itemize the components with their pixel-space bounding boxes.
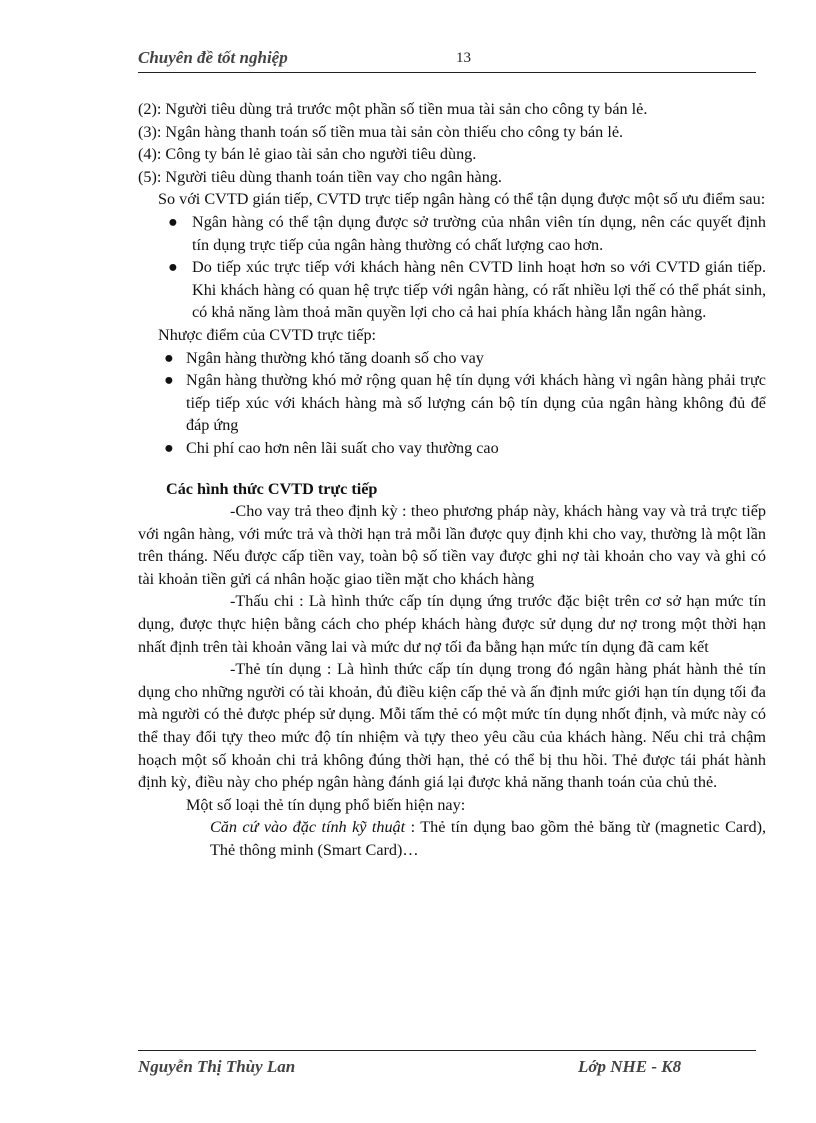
bullet-icon: ● [164, 438, 174, 457]
form-installment: -Cho vay trả theo định kỳ : theo phương pháp này, khách hàng vay và trả trực tiếp với ngân hàng, với mức trả và thời hạn trả mỗi lần được quy định khi cho vay, thường là một lần trên tháng. Nếu được cấp tiền vay, toàn bộ số tiền vay được ghi nợ tài khoản cho vay và ghi có tài khoản tiền gửi cá nhân hoặc giao tiền mặt cho khách hàng [138, 502, 766, 588]
card-criteria-text: : Thẻ tín dụng bao gồm thẻ băng từ (magnetic Card), Thẻ thông minh (Smart Card)… [210, 818, 767, 859]
page-number: 13 [456, 50, 471, 66]
disadvantages-list [138, 347, 766, 460]
paragraph-step-4: (4): Công ty bán lẻ giao tài sản cho người tiêu dùng. [138, 145, 477, 164]
disadvantage-text: Ngân hàng thường khó tăng doanh số cho vay [186, 348, 484, 367]
bullet-icon: ● [168, 212, 178, 231]
footer-class: Lớp NHE - K8 [578, 1057, 682, 1076]
advantages-list [138, 211, 766, 324]
disadvantages-title: Nhược điểm của CVTD trực tiếp: [158, 325, 377, 344]
list-item [138, 211, 766, 256]
disadvantage-text: Chi phí cao hơn nên lãi suất cho vay thường cao [186, 438, 499, 457]
advantage-text: Do tiếp xúc trực tiếp với khách hàng nên CVTD linh hoạt hơn so với CVTD gián tiếp. Khi khách hàng có quan hệ trực tiếp với ngân hàng, có rất nhiều lợi thế có thể phát sinh, có khả năng làm thoả mãn quyền lợi cho cả hai phía khách hàng lẫn ngân hàng. [192, 258, 766, 322]
bullet-icon: ● [164, 348, 174, 367]
card-criteria [138, 816, 766, 861]
header-rule [138, 72, 756, 73]
list-item [138, 347, 766, 370]
disadvantage-text: Ngân hàng thường khó mở rộng quan hệ tín dụng với khách hàng vì ngân hàng phải trực tiếp tiếp xúc với khách hàng mà số lượng cán bộ tín dụng của ngân hàng không đủ để đáp ứng [186, 371, 766, 435]
bullet-icon: ● [164, 371, 174, 390]
header-title: Chuyên đề tốt nghiệp [138, 48, 288, 67]
list-item [138, 369, 766, 437]
bullet-icon: ● [168, 258, 178, 277]
body-text [138, 98, 766, 862]
footer-rule [138, 1050, 756, 1051]
paragraph-step-5: (5): Người tiêu dùng thanh toán tiền vay cho ngân hàng. [138, 167, 502, 186]
paragraph-step-3: (3): Ngân hàng thanh toán số tiền mua tài sản còn thiếu cho công ty bán lẻ. [138, 122, 624, 141]
paragraph-compare: So với CVTD gián tiếp, CVTD trực tiếp ngân hàng có thể tận dụng được một số ưu điểm sau: [158, 190, 766, 209]
form-overdraft: -Thấu chi : Là hình thức cấp tín dụng ứng trước đặc biệt trên cơ sở hạn mức tín dụng, được thực hiện bằng cách cho phép khách hàng được sử dụng dư nợ trong một thời hạn nhất định trên tài khoản vãng lai và mức dư nợ tối đa bằng hạn mức tín dụng đã cam kết [138, 592, 766, 656]
list-item [138, 437, 766, 460]
advantage-text: Ngân hàng có thể tận dụng được sở trường của nhân viên tín dụng, nên các quyết định tín dụng trực tiếp của ngân hàng thường có chất lượng cao hơn. [192, 212, 766, 254]
card-types-intro: Một số loại thẻ tín dụng phổ biến hiện nay: [186, 795, 466, 814]
list-item [138, 256, 766, 324]
footer-author: Nguyễn Thị Thùy Lan [138, 1057, 296, 1076]
form-credit-card: -Thẻ tín dụng : Là hình thức cấp tín dụng trong đó ngân hàng phát hành thẻ tín dụng cho những người có tài khoản, đủ điều kiện cấp thẻ và ấn định mức giới hạn tín dụng tối đa mà người có thẻ được phép sử dụng. Mỗi tấm thẻ có một mức tín dụng nhốt định, và mức này có thể thay đổi tựy theo mức độ tín nhiệm và tựy theo yêu cầu của khách hàng. Nếu chi trả chậm hoạch một số khoản chi trả không đúng thời hạn, thẻ có thể bị thu hồi. Thẻ được tái phát hành định kỳ, điều này cho phép ngân hàng đánh giá lại được khả năng thanh toán của chủ thẻ. [138, 660, 766, 792]
card-criteria-label: Căn cứ vào đặc tính kỹ thuật [210, 818, 406, 837]
section-heading: Các hình thức CVTD trực tiếp [166, 479, 378, 498]
paragraph-step-2: (2): Người tiêu dùng trả trước một phần số tiền mua tài sản cho công ty bán lẻ. [138, 100, 648, 118]
